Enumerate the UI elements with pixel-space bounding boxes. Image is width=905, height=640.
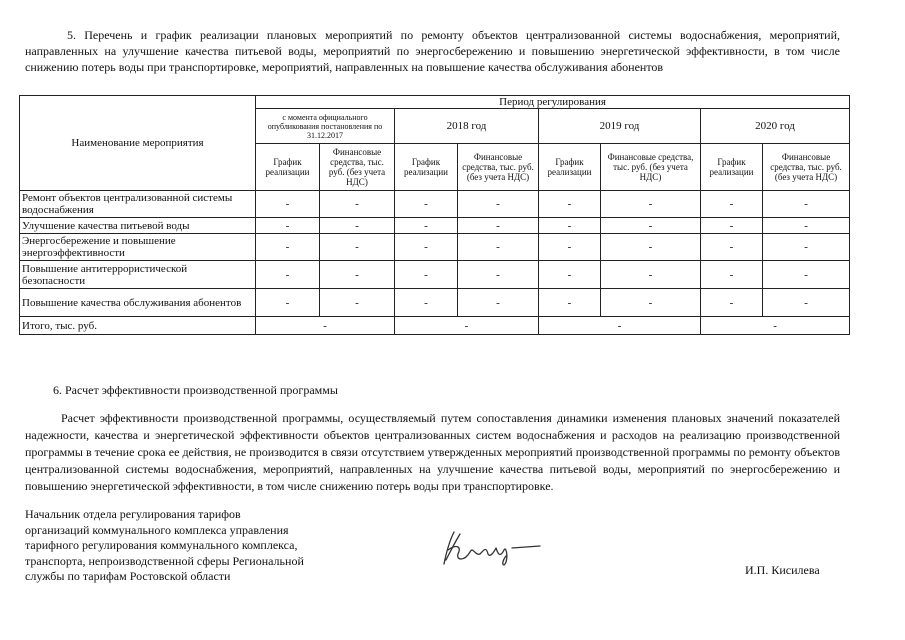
table-cell: - [395,261,458,289]
table-cell: - [701,261,763,289]
table-cell: - [763,191,850,218]
table-cell: - [458,218,539,234]
row-name: Энергосбережение и повышение энергоэффективности [20,234,256,261]
table-cell: - [601,234,701,261]
table-cell: - [539,191,601,218]
position-line: тарифного регулирования коммунального комплекса, [25,538,298,552]
finance-header: Финансовые средства, тыс. руб. (без учета НДС) [320,144,395,191]
plan-table [19,95,850,335]
table-cell: - [701,218,763,234]
row-name: Повышение антитеррористической безопасности [20,261,256,289]
table-cell: - [458,234,539,261]
table-cell: - [458,289,539,317]
table-cell: - [539,218,601,234]
table-cell: - [539,289,601,317]
schedule-header: График реализации [701,144,763,191]
period-header: Период регулирования [256,96,850,109]
table-cell: - [256,218,320,234]
total-label: Итого, тыс. руб. [20,317,256,335]
table-cell: - [458,191,539,218]
table-cell: - [601,191,701,218]
table-cell: - [320,261,395,289]
period-header-2020: 2020 год [701,109,850,144]
period-header-2018: 2018 год [395,109,539,144]
total-cell: - [395,317,539,335]
table-cell: - [763,261,850,289]
schedule-header: График реализации [539,144,601,191]
table-cell: - [256,289,320,317]
table-row [20,261,850,289]
total-cell: - [539,317,701,335]
period-header-2019: 2019 год [539,109,701,144]
position-line: транспорта, непроизводственной сферы Региональной [25,553,304,568]
section-6-heading: 6. Расчет эффективности производственной программы [53,383,338,397]
table-row [20,218,850,234]
table-cell: - [539,261,601,289]
table-cell: - [320,191,395,218]
signatory-name: И.П. Кисилева [745,563,820,577]
handwritten-signature [440,520,550,570]
row-name: Улучшение качества питьевой воды [20,218,256,234]
table-cell: - [395,191,458,218]
row-name: Повышение качества обслуживания абонентов [20,289,256,317]
table-row [20,191,850,218]
section-5-heading: 5. Перечень и график реализации плановых мероприятий по ремонту объектов централизованной системы водоснабжения, мероприятий, направленных на улучшение качества питьевой воды, мероприятий по энергосбережению и повышению энергетической эффективности, в том числе снижению потерь воды при транспортировке, мероприятий, направленных на повышение качества обслуживания абонентов [25,28,840,74]
table-row [20,234,850,261]
total-cell: - [701,317,850,335]
total-cell: - [256,317,395,335]
table-cell: - [458,261,539,289]
table-cell: - [601,261,701,289]
table-cell: - [256,261,320,289]
table-cell: - [395,289,458,317]
position-line: организаций коммунального комплекса управления [25,522,289,537]
table-cell: - [763,234,850,261]
table-cell: - [701,191,763,218]
schedule-header: График реализации [395,144,458,191]
section-6-body: Расчет эффективности производственной программы, осуществляемый путем сопоставления динамики изменения плановых значений показателей надежности, качества и энергетической эффективности объектов централизованных систем водоснабжения и расходов на реализацию производственной программы в течение срока ее действия, не производится в связи отсутствием утвержденных мероприятий производственной программы по ремонту объектов централизованной системы водоснабжения, мероприятий, направленных на улучшение качества питьевой воды, мероприятий по энергосбережению и повышению энергетической эффективности, в том числе снижению потерь воды при транспортировке. [25,411,840,493]
table-cell: - [601,289,701,317]
table-cell: - [763,289,850,317]
signatory-position [25,507,304,585]
table-cell: - [701,234,763,261]
table-cell: - [320,234,395,261]
table-cell: - [256,234,320,261]
table-cell: - [701,289,763,317]
schedule-header: График реализации [256,144,320,191]
row-name: Ремонт объектов централизованной системы водоснабжения [20,191,256,218]
table-cell: - [320,289,395,317]
finance-header: Финансовые средства, тыс. руб. (без учета НДС) [458,144,539,191]
table-cell: - [395,218,458,234]
table-cell: - [539,234,601,261]
name-column-header: Наименование мероприятия [20,96,256,191]
table-cell: - [320,218,395,234]
position-line: службы по тарифам Ростовской области [25,569,231,583]
position-line: Начальник отдела регулирования тарифов [25,507,241,521]
total-row [20,317,850,335]
table-cell: - [763,218,850,234]
table-cell: - [601,218,701,234]
finance-header: Финансовые средства, тыс. руб. (без учета НДС) [763,144,850,191]
table-cell: - [395,234,458,261]
finance-header: Финансовые средства, тыс. руб. (без учета НДС) [601,144,701,191]
table-cell: - [256,191,320,218]
period-header-initial: с момента официального опубликования постановления по 31.12.2017 [256,109,395,144]
table-row [20,289,850,317]
